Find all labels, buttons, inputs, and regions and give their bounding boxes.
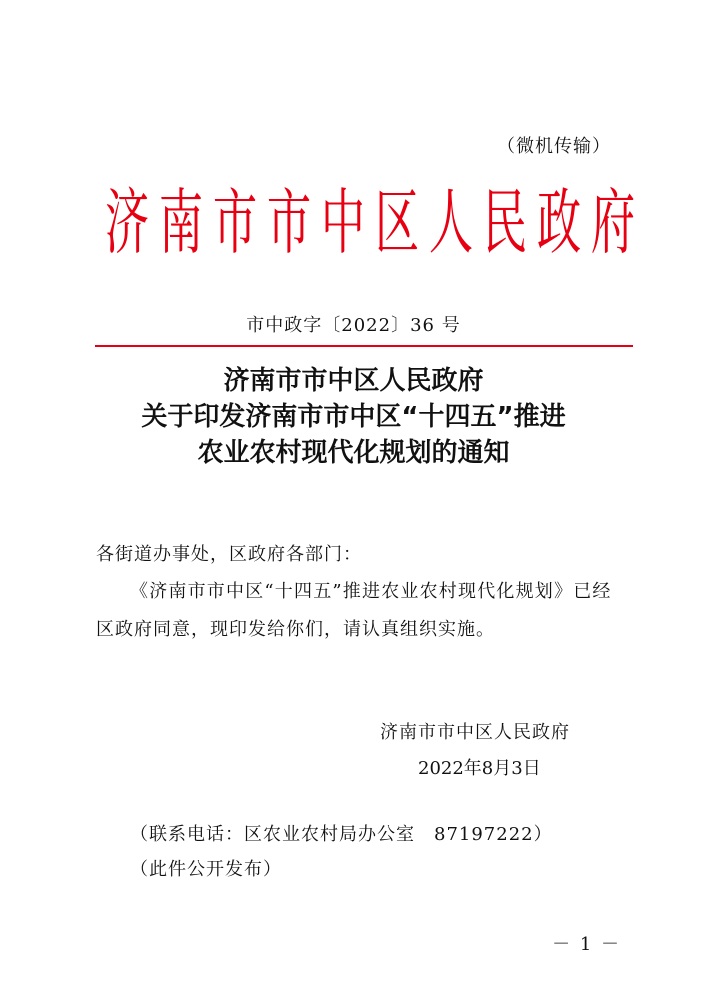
- document-title-line-1: 济南市市中区人民政府: [223, 366, 484, 396]
- signature-organization: 济南市市中区人民政府: [380, 722, 570, 743]
- issuer-masthead: [100, 178, 636, 268]
- salutation: 各街道办事处，区政府各部门：: [96, 544, 362, 565]
- issuer-char: 市: [266, 180, 312, 264]
- page-number: － 1 －: [552, 934, 621, 955]
- document-title-line-2: 关于印发济南市市中区“十四五”推进: [141, 402, 566, 432]
- issuer-char: 民: [482, 180, 528, 264]
- issuer-char: 人: [428, 180, 474, 264]
- issuer-char: 市: [212, 180, 258, 264]
- issuer-char: 南: [158, 180, 204, 264]
- transmission-note: （微机传输）: [497, 136, 611, 157]
- body-paragraph-line-1: 《济南市市中区“十四五”推进农业农村现代化规划》已经: [130, 581, 612, 602]
- body-paragraph-line-2: 区政府同意，现印发给你们，请认真组织实施。: [96, 619, 495, 640]
- red-divider-line: [95, 345, 633, 347]
- issuer-char: 区: [374, 180, 420, 264]
- issuer-char: 济: [104, 180, 150, 264]
- publication-note: （此件公开发布）: [130, 859, 282, 880]
- issuer-char: 中: [320, 180, 366, 264]
- document-number: 市中政字〔2022〕36 号: [246, 315, 461, 336]
- contact-info: （联系电话：区农业农村局办公室 87197222）: [130, 824, 553, 845]
- issuer-char: 府: [590, 180, 636, 264]
- signature-date: 2022年8月3日: [418, 758, 541, 779]
- issuer-char: 政: [536, 180, 582, 264]
- document-title-line-3: 农业农村现代化规划的通知: [197, 438, 510, 468]
